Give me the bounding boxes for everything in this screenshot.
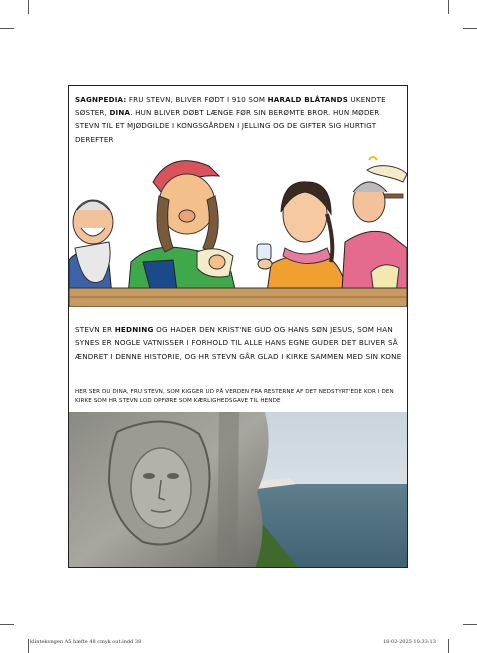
harald-name: HARALD BLÅTANDS (267, 95, 349, 104)
photo-caption: HER SER DU DINA, FRU STEVN, SOM KIGGER UD PÅ VERDEN FRA RESTERNE AF DET NEDSTYRT'EDE KOR I DEN KIRKE SOM HR STEVN LOD OPFØRE SOM KÆRLIGHEDSGAVE TIL HENDE (75, 389, 394, 405)
crop-mark (28, 0, 29, 14)
print-slug-right: 18-02-2025 10:33:13 (383, 639, 436, 645)
print-slug-left: klintekongen A5 hæfte 48 cmyk out.indd 38 (30, 639, 142, 645)
sagnpedia-label: SAGNPEDIA: (75, 95, 127, 104)
dina-name: DINA (109, 108, 131, 118)
comic-page-frame (68, 85, 408, 568)
crop-mark (448, 639, 449, 653)
feast-illustration (69, 152, 407, 307)
man-red-hat-figure (127, 161, 239, 307)
sagnpedia-caption: SAGNPEDIA: FRU STEVN, BLIVER FØDT I 910 SOM HARALD BLÅTANDS UKENDTE SØSTER, DINA. HUN BLIVER DØBT LÆNGE FØR SIN BERØMTE BROR. HUN MØDER STEVN TIL ET MJØDGILDE I KONGSGÅRDEN I JELLING OG DE GIFTER SIG HURTIGT DEREFTER (75, 95, 386, 144)
crop-mark (0, 28, 14, 29)
crop-mark (28, 639, 29, 653)
crop-mark (463, 624, 477, 625)
crop-mark (448, 0, 449, 14)
crop-mark (0, 624, 14, 625)
hedning-caption: STEVN ER HEDNING OG HADER DEN KRIST'NE GUD OG HANS SØN JESUS, SOM HAN SYNES ER NOGLE VATNISSER I FORHOLD TIL ALLE HANS EGNE GUDER DET BLIVER SÅ ÆNDRET I DENNE HISTORIE, OG HR STEVN GÅR GLAD I KIRKE SAMMEN MED SIN KONE (75, 325, 402, 361)
stone-face-photo (69, 412, 407, 568)
crop-mark (463, 28, 477, 29)
hedning-word: HEDNING (114, 325, 154, 334)
